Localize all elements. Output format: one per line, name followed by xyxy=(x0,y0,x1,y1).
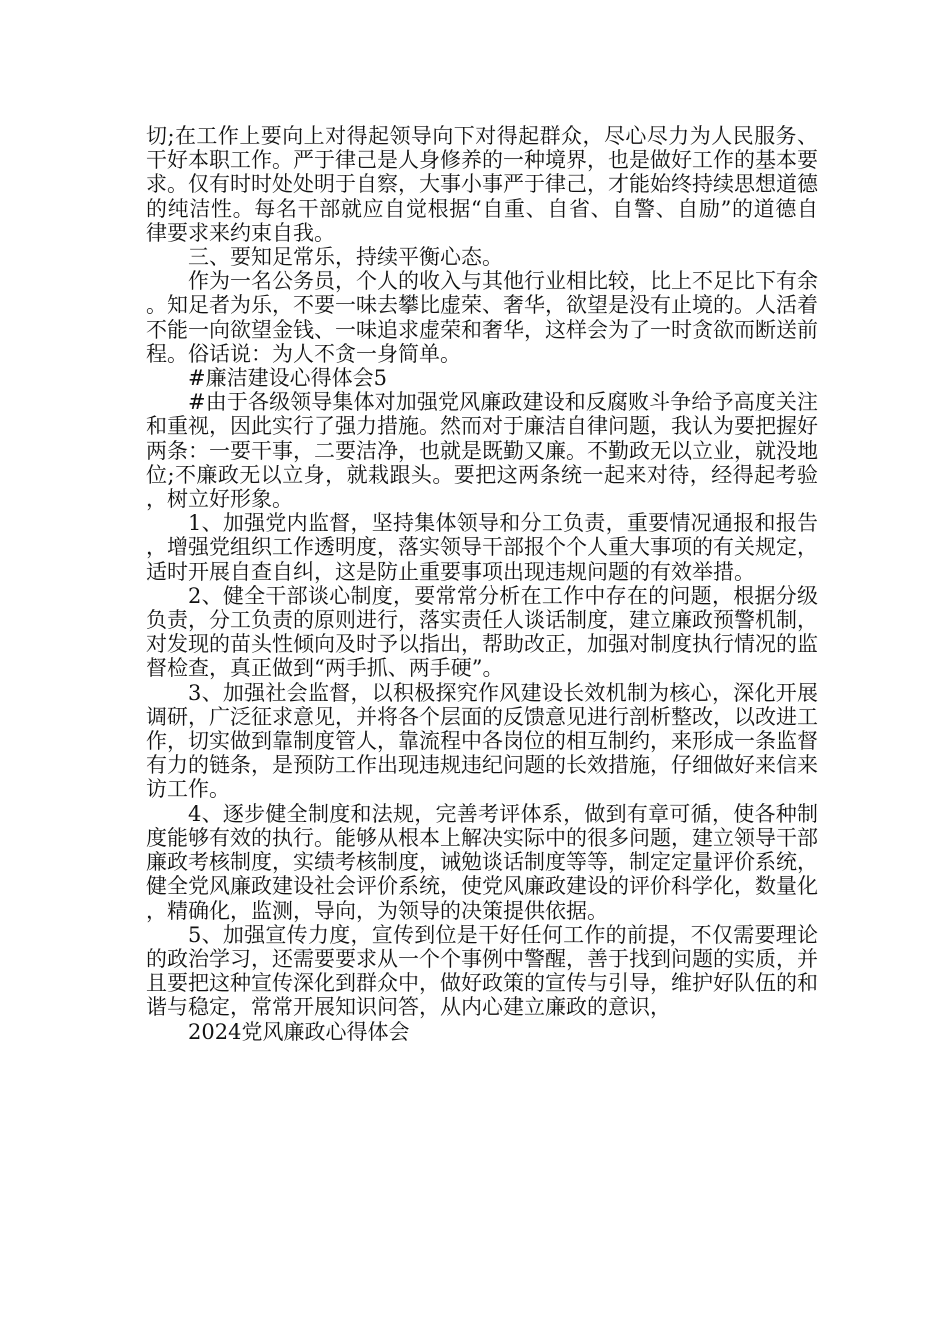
paragraph: 作为一名公务员，个人的收入与其他行业相比较，比上不足比下有余。知足者为乐，不要一味去攀比虚荣、奢华，欲望是没有止境的。人活着不能一向欲望金钱、一味追求虚荣和奢华，这样会为了一时贪欲而断送前程。俗话说：为人不贪一身简单。 xyxy=(146,269,818,366)
article-title: #廉洁建设心得体会5 xyxy=(188,366,387,391)
list-item-3: 3、加强社会监督，以积极探究作风建设长效机制为核心，深化开展调研，广泛征求意见，并将各个层面的反馈意见进行剖析整改，以改进工作，切实做到靠制度管人，靠流程中各岗位的相互制约，来形成一条监督有力的链条，是预防工作出现违规违纪问题的长效措施，仔细做好来信来访工作。 xyxy=(146,680,818,802)
list-item-4: 4、逐步健全制度和法规，完善考评体系，做到有章可循，使各种制度能够有效的执行。能够从根本上解决实际中的很多问题，建立领导干部廉政考核制度，实绩考核制度，诫勉谈话制度等等，制定定量评价系统，健全党风廉政建设社会评价系统，使党风廉政建设的评价科学化，数量化，精确化，监测，导向，为领导的决策提供依据。 xyxy=(146,801,818,923)
section-heading-3: 三、要知足常乐，持续平衡心态。 xyxy=(188,245,503,270)
article-title-2024: 2024党风廉政心得体会 xyxy=(188,1019,410,1044)
document-body xyxy=(146,124,818,1044)
paragraph: #由于各级领导集体对加强党风廉政建设和反腐败斗争给予高度关注和重视，因此实行了强力措施。然而对于廉洁自律问题，我认为要把握好两条：一要干事，二要洁净，也就是既勤又廉。不勤政无以立业，就没地位;不廉政无以立身，就栽跟头。要把这两条统一起来对待，经得起考验，树立好形象。 xyxy=(146,390,818,512)
list-item-2: 2、健全干部谈心制度，要常常分析在工作中存在的问题，根据分级负责，分工负责的原则进行，落实责任人谈话制度，建立廉政预警机制，对发现的苗头性倾向及时予以指出，帮助改正，加强对制度执行情况的监督检查，真正做到“两手抓、两手硬”。 xyxy=(146,583,818,681)
list-item-5: 5、加强宣传力度，宣传到位是干好任何工作的前提，不仅需要理论的政治学习，还需要要求从一个个事例中警醒，善于找到问题的实质，并且要把这种宣传深化到群众中，做好政策的宣传与引导，维护好队伍的和谐与稳定，常常开展知识问答，从内心建立廉政的意识， xyxy=(146,922,818,1020)
paragraph-continuation: 切;在工作上要向上对得起领导向下对得起群众，尽心尽力为人民服务、干好本职工作。严于律己是人身修养的一种境界，也是做好工作的基本要求。仅有时时处处明于自察，大事小事严于律己，才能始终持续思想道德的纯洁性。每名干部就应自觉根据“自重、自省、自警、自励”的道德自律要求来约束自我。 xyxy=(146,124,818,245)
list-item-1: 1、加强党内监督，坚持集体领导和分工负责，重要情况通报和报告，增强党组织工作透明度，落实领导干部报个个人重大事项的有关规定，适时开展自查自纠，这是防止重要事项出现违规问题的有效举措。 xyxy=(146,511,818,584)
